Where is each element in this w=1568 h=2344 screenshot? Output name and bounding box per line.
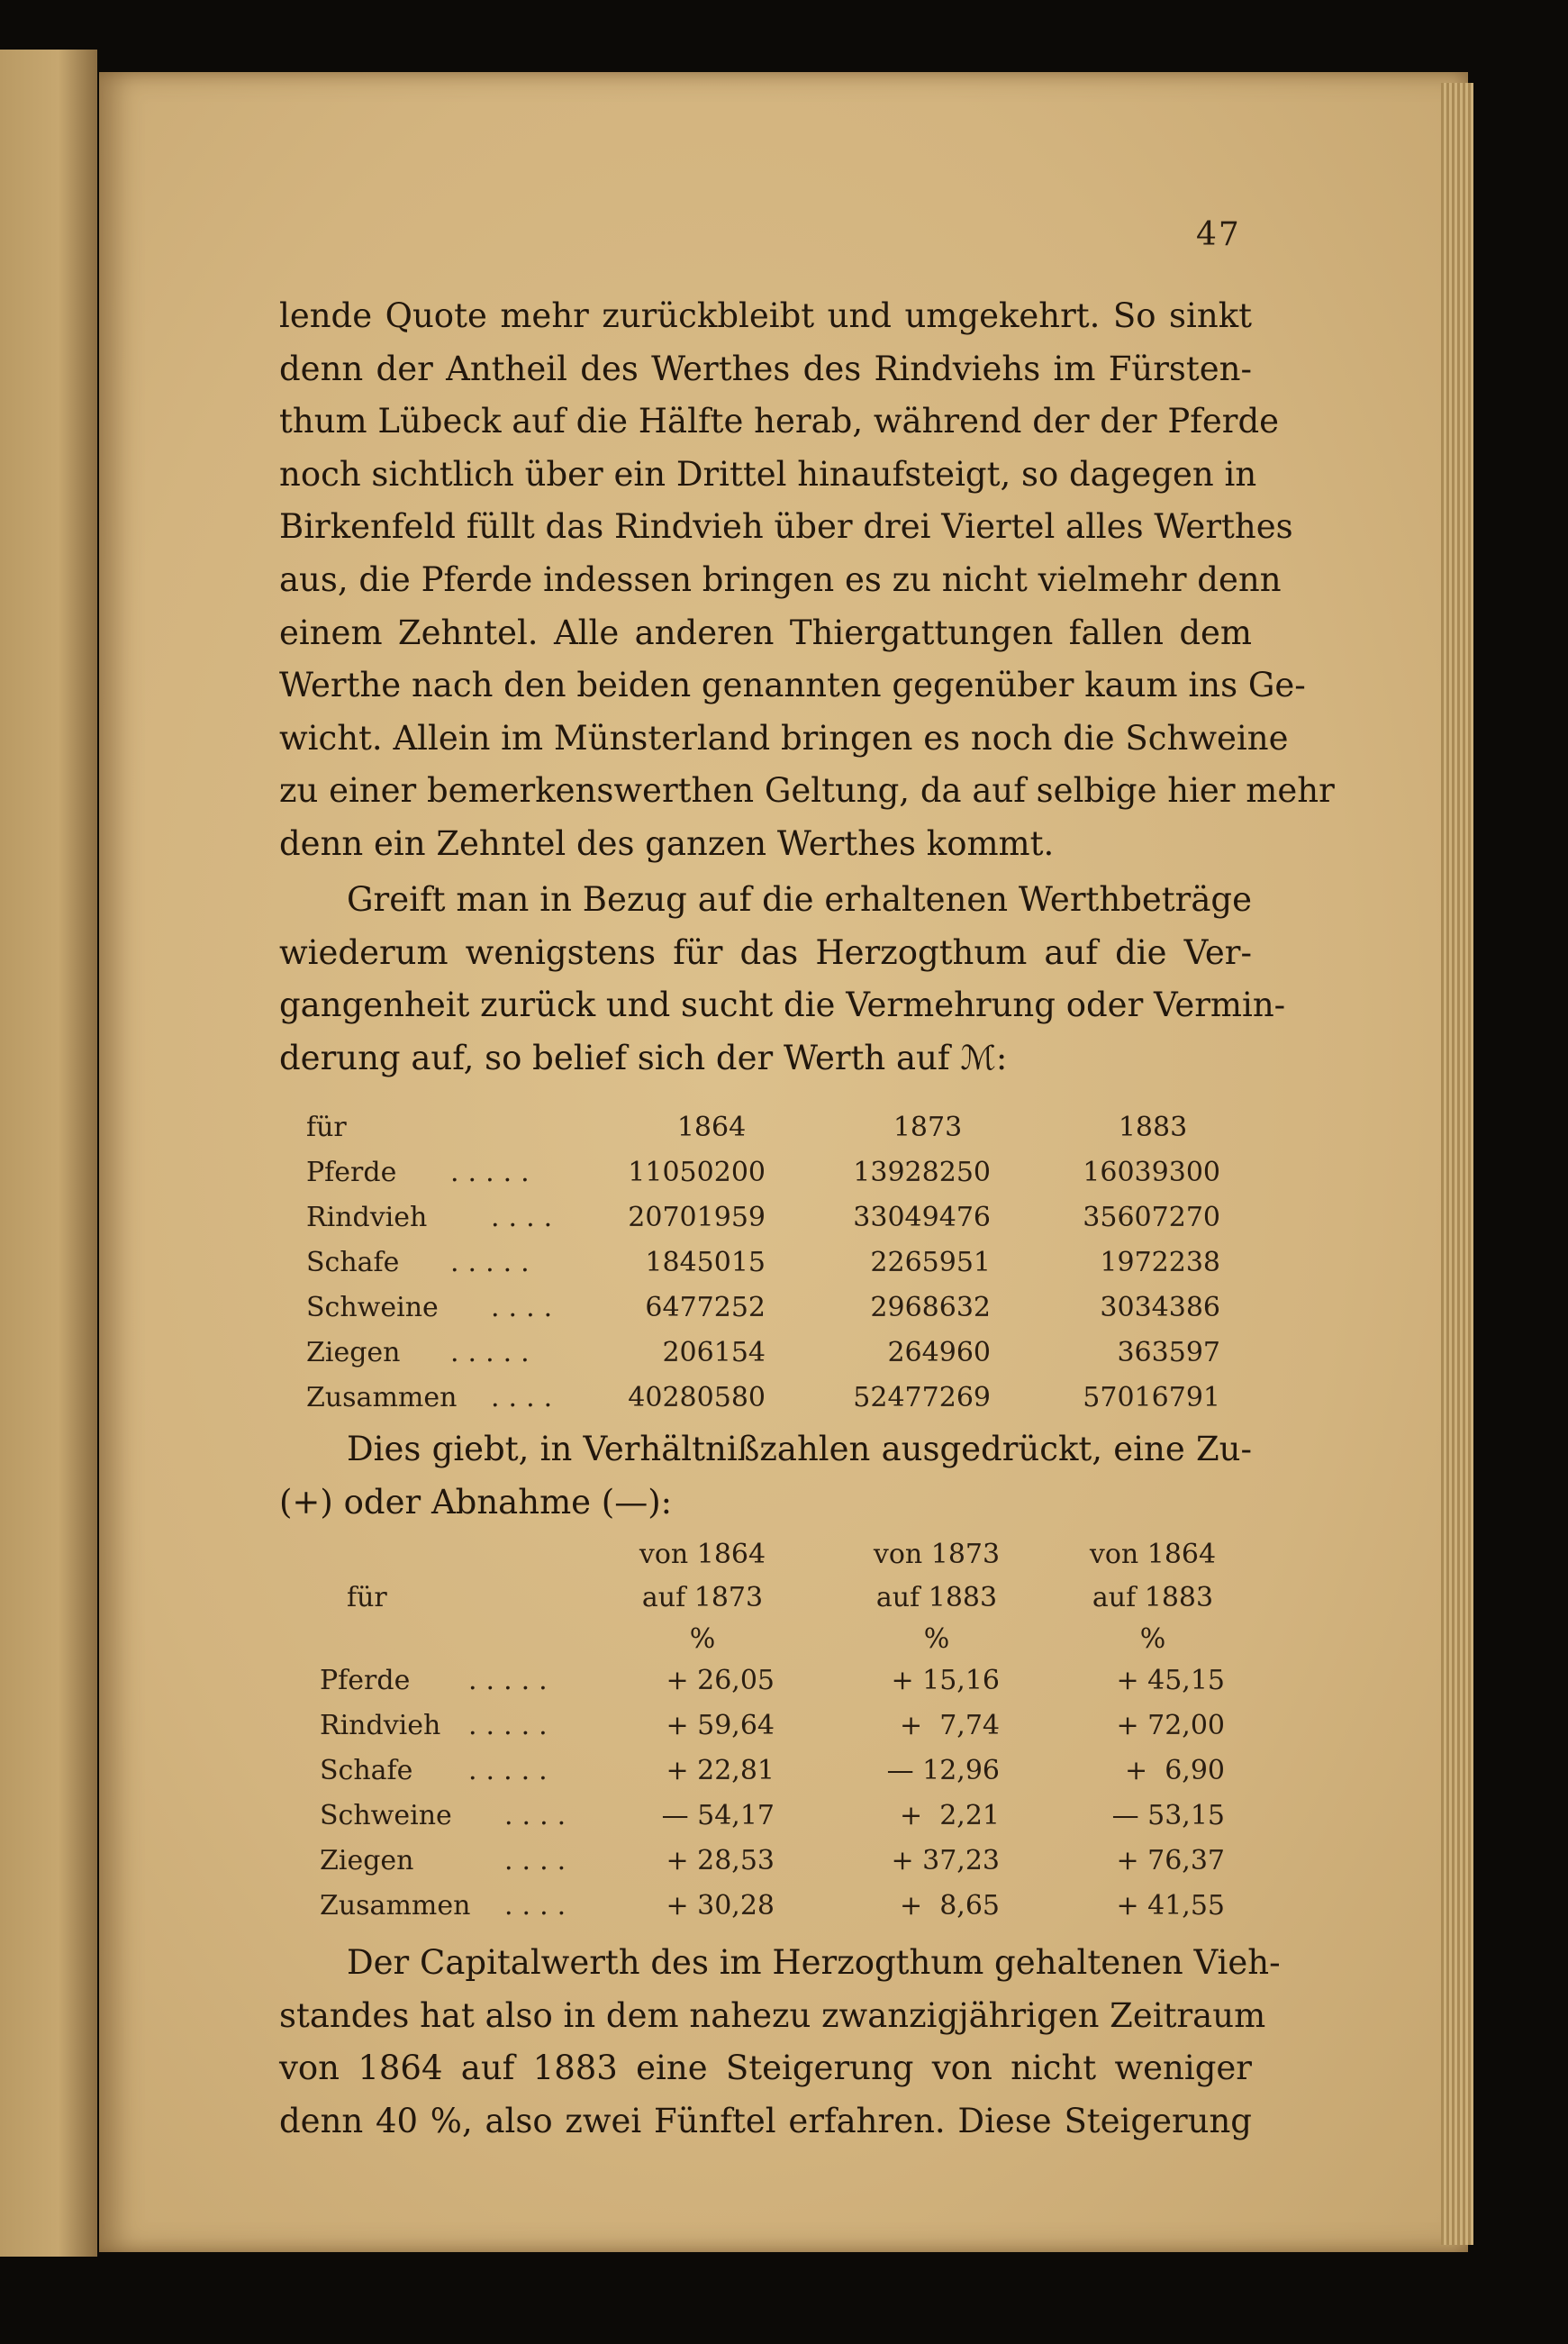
text-line: gangenheit zurück und sucht die Vermehrung oder Vermin- [279, 986, 1286, 1025]
table-cell: 1972238 [1100, 1247, 1220, 1278]
row-leader-dots: ..... [450, 1157, 539, 1188]
table-cell: + 30,28 [666, 1890, 775, 1922]
table-cell: + 45,15 [1116, 1665, 1225, 1696]
paragraph-1 [279, 290, 1335, 871]
page-number: 47 [1196, 216, 1241, 253]
table-header-year: 1864 [676, 1112, 747, 1143]
text-line: denn 40 %, also zwei Fünftel erfahren. Diese Steigerung [279, 2101, 1252, 2140]
table-cell: 33049476 [853, 1202, 991, 1233]
table-cell: + 6,90 [1124, 1755, 1225, 1786]
row-label: Ziegen [306, 1337, 401, 1368]
table-cell: + 7,74 [899, 1710, 1000, 1741]
table-header-year: 1883 [1118, 1112, 1188, 1143]
text-line: Werthe nach den beiden genannten gegenüber kaum ins Ge- [279, 666, 1306, 705]
row-leader-dots: .... [504, 1845, 576, 1876]
text-line: aus, die Pferde indessen bringen es zu nicht vielmehr denn [279, 559, 1282, 599]
table-cell: 13928250 [853, 1157, 991, 1188]
text-line: einem Zehntel. Alle anderen Thiergattungen fallen dem [279, 613, 1252, 652]
table-cell: 35607270 [1083, 1202, 1220, 1233]
text-line: (+) oder Abnahme (—): [279, 1482, 673, 1522]
table-cell: 2265951 [870, 1247, 991, 1278]
table-cell: — 54,17 [661, 1800, 775, 1831]
table-cell: + 22,81 [666, 1755, 775, 1786]
row-leader-dots: .... [504, 1890, 576, 1922]
table-cell: 3034386 [1100, 1292, 1220, 1323]
table-cell: 52477269 [853, 1382, 991, 1413]
text-line: Der Capitalwerth des im Herzogthum gehaltenen Vieh- [347, 1943, 1281, 1982]
row-leader-dots: ..... [468, 1665, 557, 1696]
paragraph-2 [279, 874, 1286, 1085]
header-unit: % [923, 1623, 950, 1655]
table-cell: 363597 [1117, 1337, 1220, 1368]
table-cell: + 15,16 [891, 1665, 1000, 1696]
text-line: derung auf, so belief sich der Werth auf ℳ: [279, 1038, 1008, 1077]
row-label: Zusammen [306, 1382, 458, 1413]
text-line: denn ein Zehntel des ganzen Werthes kommt. [279, 823, 1055, 863]
header-from: von 1873 [873, 1539, 1001, 1570]
facing-page-edge [0, 50, 97, 2257]
row-label: Ziegen [320, 1845, 414, 1876]
row-label: Schafe [320, 1755, 413, 1786]
row-label: Pferde [306, 1157, 397, 1188]
table-cell: — 53,15 [1111, 1800, 1225, 1831]
table-cell: 57016791 [1083, 1382, 1220, 1413]
row-leader-dots: .... [491, 1382, 562, 1413]
row-label: Rindvieh [320, 1710, 441, 1741]
row-label: Schweine [306, 1292, 439, 1323]
text-line: denn der Antheil des Werthes des Rindviehs im Fürsten- [279, 349, 1252, 388]
header-unit: % [689, 1623, 716, 1655]
table-cell: 16039300 [1083, 1157, 1220, 1188]
text-line: Dies giebt, in Verhältnißzahlen ausgedrückt, eine Zu- [347, 1430, 1252, 1468]
table-cell: + 2,21 [899, 1800, 1000, 1831]
row-leader-dots: ..... [450, 1247, 539, 1278]
row-leader-dots: ..... [468, 1710, 557, 1741]
row-leader-dots: .... [491, 1292, 562, 1323]
header-to: auf 1873 [641, 1582, 764, 1613]
table-header-year: 1873 [893, 1112, 963, 1143]
paragraph-3 [279, 1423, 1252, 1529]
header-to: auf 1883 [875, 1582, 998, 1613]
table-cell: 206154 [662, 1337, 766, 1368]
table-cell: 264960 [887, 1337, 991, 1368]
table-cell: + 41,55 [1116, 1890, 1225, 1922]
table-cell: 6477252 [645, 1292, 766, 1323]
table-header-label: für [306, 1112, 347, 1143]
table-cell: 1845015 [645, 1247, 766, 1278]
text-line: wicht. Allein im Münsterland bringen es noch die Schweine [279, 718, 1289, 758]
table-cell: + 59,64 [666, 1710, 775, 1741]
table-cell: + 76,37 [1116, 1845, 1225, 1876]
header-from: von 1864 [1089, 1539, 1217, 1570]
row-label: Pferde [320, 1665, 411, 1696]
row-leader-dots: ..... [450, 1337, 539, 1368]
row-leader-dots: ..... [468, 1755, 557, 1786]
text-line: thum Lübeck auf die Hälfte herab, während der der Pferde [279, 402, 1280, 441]
table-cell: + 37,23 [891, 1845, 1000, 1876]
table-cell: 11050200 [628, 1157, 766, 1188]
table-cell: — 12,96 [886, 1755, 1000, 1786]
header-from: von 1864 [639, 1539, 766, 1570]
table-cell: 2968632 [870, 1292, 991, 1323]
header-unit: % [1139, 1623, 1166, 1655]
row-leader-dots: .... [504, 1800, 576, 1831]
row-label: Rindvieh [306, 1202, 428, 1233]
table-cell: + 72,00 [1116, 1710, 1225, 1741]
row-leader-dots: .... [491, 1202, 562, 1233]
table-cell: 20701959 [628, 1202, 766, 1233]
text-line: standes hat also in dem nahezu zwanzigjährigen Zeitraum [279, 1995, 1266, 2035]
table-cell: + 8,65 [899, 1890, 1000, 1922]
row-label: Zusammen [320, 1890, 471, 1922]
table-cell: + 28,53 [666, 1845, 775, 1876]
table-cell: + 26,05 [666, 1665, 775, 1696]
page-fore-edge [1441, 83, 1473, 2245]
text-line: wiederum wenigstens für das Herzogthum auf die Ver- [279, 932, 1252, 972]
row-label: Schafe [306, 1247, 400, 1278]
table-header-label: für [347, 1582, 387, 1613]
text-line: Birkenfeld füllt das Rindvieh über drei Viertel alles Werthes [279, 507, 1293, 547]
paragraph-4 [279, 1937, 1281, 2148]
text-line: lende Quote mehr zurückbleibt und umgekehrt. So sinkt [279, 296, 1252, 335]
text-line: noch sichtlich über ein Drittel hinaufsteigt, so dagegen in [279, 454, 1257, 494]
text-line: Greift man in Bezug auf die erhaltenen Werthbeträge [347, 880, 1252, 919]
text-line: zu einer bemerkenswerthen Geltung, da auf selbige hier mehr [279, 771, 1335, 811]
header-to: auf 1883 [1092, 1582, 1214, 1613]
table-cell: 40280580 [628, 1382, 766, 1413]
row-label: Schweine [320, 1800, 452, 1831]
text-line: von 1864 auf 1883 eine Steigerung von nicht weniger [279, 2049, 1252, 2088]
